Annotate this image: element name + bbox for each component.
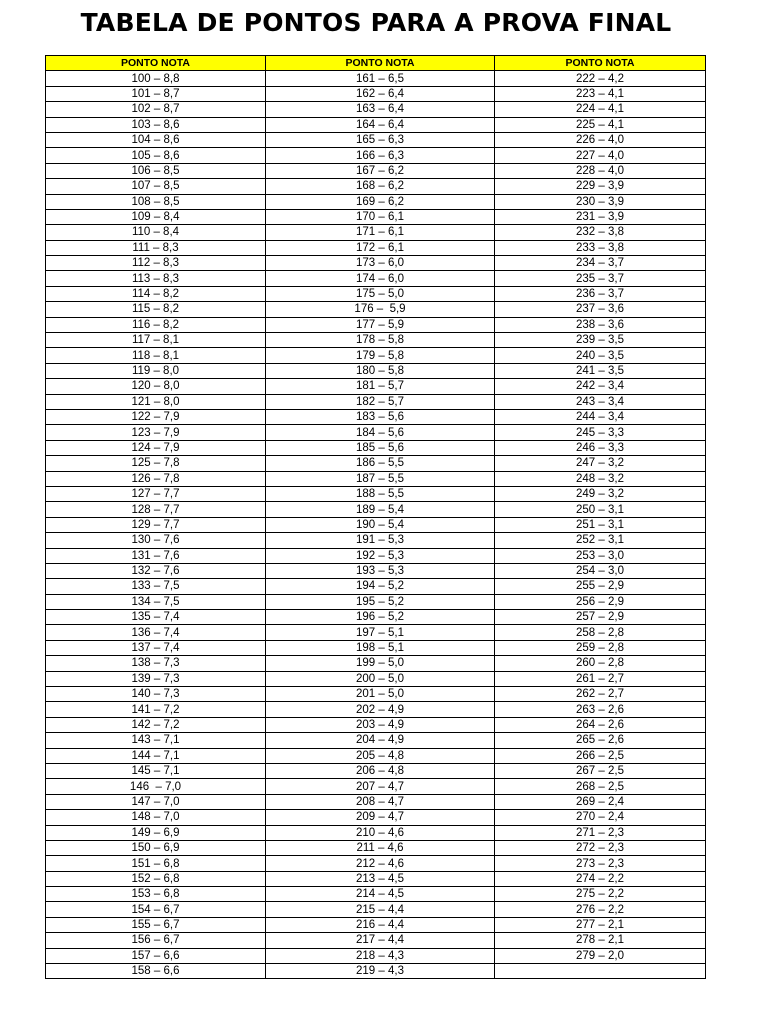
table-cell: 175 – 5,0 [266, 286, 495, 301]
table-row [46, 748, 706, 763]
table-cell: 253 – 3,0 [495, 548, 706, 563]
table-cell: 167 – 6,2 [266, 163, 495, 178]
table-cell: 179 – 5,8 [266, 348, 495, 363]
table-cell: 211 – 4,6 [266, 840, 495, 855]
table-cell: 210 – 4,6 [266, 825, 495, 840]
table-cell: 233 – 3,8 [495, 240, 706, 255]
table-body [46, 71, 706, 979]
table-cell: 126 – 7,8 [46, 471, 266, 486]
table-cell: 238 – 3,6 [495, 317, 706, 332]
table-cell: 115 – 8,2 [46, 302, 266, 317]
table-cell: 273 – 2,3 [495, 856, 706, 871]
table-cell: 241 – 3,5 [495, 363, 706, 378]
table-cell: 173 – 6,0 [266, 256, 495, 271]
table-cell: 257 – 2,9 [495, 610, 706, 625]
table-row [46, 887, 706, 902]
table-row [46, 225, 706, 240]
table-cell: 225 – 4,1 [495, 117, 706, 132]
table-cell: 205 – 4,8 [266, 748, 495, 763]
table-cell: 163 – 6,4 [266, 102, 495, 117]
table-cell: 215 – 4,4 [266, 902, 495, 917]
table-cell: 130 – 7,6 [46, 533, 266, 548]
table-row [46, 486, 706, 501]
table-cell: 131 – 7,6 [46, 548, 266, 563]
table-cell: 244 – 3,4 [495, 409, 706, 424]
table-row [46, 425, 706, 440]
table-row [46, 286, 706, 301]
table-cell: 116 – 8,2 [46, 317, 266, 332]
table-row [46, 533, 706, 548]
table-cell: 164 – 6,4 [266, 117, 495, 132]
table-cell: 192 – 5,3 [266, 548, 495, 563]
table-cell: 223 – 4,1 [495, 86, 706, 101]
table-cell: 264 – 2,6 [495, 717, 706, 732]
table-cell: 142 – 7,2 [46, 717, 266, 732]
table-row [46, 733, 706, 748]
table-cell: 181 – 5,7 [266, 379, 495, 394]
table-cell: 193 – 5,3 [266, 563, 495, 578]
table-row [46, 948, 706, 963]
table-cell: 201 – 5,0 [266, 687, 495, 702]
table-cell: 102 – 8,7 [46, 102, 266, 117]
table-cell: 203 – 4,9 [266, 717, 495, 732]
table-row [46, 856, 706, 871]
table-cell: 127 – 7,7 [46, 486, 266, 501]
table-row [46, 671, 706, 686]
table-cell: 185 – 5,6 [266, 440, 495, 455]
table-cell: 198 – 5,1 [266, 640, 495, 655]
table-cell: 245 – 3,3 [495, 425, 706, 440]
table-cell: 183 – 5,6 [266, 409, 495, 424]
table-row [46, 687, 706, 702]
table-cell: 216 – 4,4 [266, 917, 495, 932]
table-cell: 213 – 4,5 [266, 871, 495, 886]
table-row [46, 302, 706, 317]
table-row [46, 594, 706, 609]
table-row [46, 148, 706, 163]
table-cell: 271 – 2,3 [495, 825, 706, 840]
table-cell: 269 – 2,4 [495, 794, 706, 809]
table-cell: 168 – 6,2 [266, 179, 495, 194]
table-cell: 149 – 6,9 [46, 825, 266, 840]
table-cell: 143 – 7,1 [46, 733, 266, 748]
table-cell: 114 – 8,2 [46, 286, 266, 301]
table-cell: 242 – 3,4 [495, 379, 706, 394]
table-cell: 239 – 3,5 [495, 333, 706, 348]
table-row [46, 471, 706, 486]
table-cell: 136 – 7,4 [46, 625, 266, 640]
table-cell: 276 – 2,2 [495, 902, 706, 917]
table-cell: 112 – 8,3 [46, 256, 266, 271]
table-cell: 171 – 6,1 [266, 225, 495, 240]
table-cell: 230 – 3,9 [495, 194, 706, 209]
table-cell: 156 – 6,7 [46, 933, 266, 948]
table-cell: 140 – 7,3 [46, 687, 266, 702]
table-row [46, 440, 706, 455]
table-cell: 107 – 8,5 [46, 179, 266, 194]
table-row [46, 363, 706, 378]
table-cell: 270 – 2,4 [495, 810, 706, 825]
table-cell: 120 – 8,0 [46, 379, 266, 394]
points-grade-table [45, 55, 706, 979]
table-cell: 254 – 3,0 [495, 563, 706, 578]
table-cell: 212 – 4,6 [266, 856, 495, 871]
table-row [46, 456, 706, 471]
table-row [46, 548, 706, 563]
table-cell: 162 – 6,4 [266, 86, 495, 101]
table-cell: 176 – 5,9 [266, 302, 495, 317]
table-cell: 177 – 5,9 [266, 317, 495, 332]
table-cell: 145 – 7,1 [46, 763, 266, 778]
table-cell: 204 – 4,9 [266, 733, 495, 748]
table-cell: 214 – 4,5 [266, 887, 495, 902]
table-cell: 128 – 7,7 [46, 502, 266, 517]
table-cell: 158 – 6,6 [46, 964, 266, 979]
table-cell: 123 – 7,9 [46, 425, 266, 440]
table-cell: 135 – 7,4 [46, 610, 266, 625]
table-row [46, 917, 706, 932]
table-cell: 265 – 2,6 [495, 733, 706, 748]
table-cell: 180 – 5,8 [266, 363, 495, 378]
page-title: TABELA DE PONTOS PARA A PROVA FINAL [80, 8, 672, 37]
table-cell: 178 – 5,8 [266, 333, 495, 348]
table-cell: 174 – 6,0 [266, 271, 495, 286]
table-cell: 277 – 2,1 [495, 917, 706, 932]
table-row [46, 933, 706, 948]
table-cell: 129 – 7,7 [46, 517, 266, 532]
table-row [46, 271, 706, 286]
table-cell: 246 – 3,3 [495, 440, 706, 455]
table-cell: 182 – 5,7 [266, 394, 495, 409]
table-cell: 148 – 7,0 [46, 810, 266, 825]
table-cell: 108 – 8,5 [46, 194, 266, 209]
table-cell: 172 – 6,1 [266, 240, 495, 255]
column-header: PONTO NOTA [266, 56, 495, 71]
column-header: PONTO NOTA [46, 56, 266, 71]
table-cell: 252 – 3,1 [495, 533, 706, 548]
table-cell: 117 – 8,1 [46, 333, 266, 348]
table-row [46, 71, 706, 86]
table-cell: 261 – 2,7 [495, 671, 706, 686]
table-cell: 121 – 8,0 [46, 394, 266, 409]
table-cell: 100 – 8,8 [46, 71, 266, 86]
table-cell: 155 – 6,7 [46, 917, 266, 932]
table-cell: 274 – 2,2 [495, 871, 706, 886]
table-cell: 106 – 8,5 [46, 163, 266, 178]
table-cell: 138 – 7,3 [46, 656, 266, 671]
table-cell: 190 – 5,4 [266, 517, 495, 532]
table-row [46, 825, 706, 840]
table-row [46, 702, 706, 717]
table-cell: 272 – 2,3 [495, 840, 706, 855]
table-cell: 236 – 3,7 [495, 286, 706, 301]
table-cell: 275 – 2,2 [495, 887, 706, 902]
table-row [46, 256, 706, 271]
table-row [46, 902, 706, 917]
table-row [46, 394, 706, 409]
table-cell: 231 – 3,9 [495, 209, 706, 224]
table-cell: 235 – 3,7 [495, 271, 706, 286]
table-cell: 199 – 5,0 [266, 656, 495, 671]
table-cell: 191 – 5,3 [266, 533, 495, 548]
table-cell: 279 – 2,0 [495, 948, 706, 963]
table-cell: 196 – 5,2 [266, 610, 495, 625]
table-cell: 152 – 6,8 [46, 871, 266, 886]
table-cell: 187 – 5,5 [266, 471, 495, 486]
table-row [46, 810, 706, 825]
table-cell: 134 – 7,5 [46, 594, 266, 609]
table-cell [495, 964, 706, 979]
table-cell: 197 – 5,1 [266, 625, 495, 640]
table-cell: 267 – 2,5 [495, 763, 706, 778]
table-cell: 137 – 7,4 [46, 640, 266, 655]
table-cell: 262 – 2,7 [495, 687, 706, 702]
column-header: PONTO NOTA [495, 56, 706, 71]
table-row [46, 163, 706, 178]
table-cell: 113 – 8,3 [46, 271, 266, 286]
table-cell: 209 – 4,7 [266, 810, 495, 825]
table-row [46, 409, 706, 424]
table-cell: 227 – 4,0 [495, 148, 706, 163]
table-row [46, 102, 706, 117]
table-cell: 208 – 4,7 [266, 794, 495, 809]
table-row [46, 317, 706, 332]
table-cell: 247 – 3,2 [495, 456, 706, 471]
table-row [46, 179, 706, 194]
table-cell: 147 – 7,0 [46, 794, 266, 809]
table-row [46, 209, 706, 224]
table-row [46, 717, 706, 732]
table-cell: 146 – 7,0 [46, 779, 266, 794]
table-cell: 263 – 2,6 [495, 702, 706, 717]
table-cell: 124 – 7,9 [46, 440, 266, 455]
table-cell: 268 – 2,5 [495, 779, 706, 794]
table-cell: 266 – 2,5 [495, 748, 706, 763]
table-row [46, 794, 706, 809]
table-header-row [46, 56, 706, 71]
table-cell: 226 – 4,0 [495, 132, 706, 147]
table-cell: 157 – 6,6 [46, 948, 266, 963]
table-cell: 188 – 5,5 [266, 486, 495, 501]
table-cell: 144 – 7,1 [46, 748, 266, 763]
table-row [46, 871, 706, 886]
table-cell: 256 – 2,9 [495, 594, 706, 609]
table-row [46, 240, 706, 255]
table-cell: 259 – 2,8 [495, 640, 706, 655]
table-row [46, 194, 706, 209]
table-cell: 110 – 8,4 [46, 225, 266, 240]
table-cell: 217 – 4,4 [266, 933, 495, 948]
table-cell: 161 – 6,5 [266, 71, 495, 86]
table-row [46, 333, 706, 348]
table-cell: 224 – 4,1 [495, 102, 706, 117]
table-cell: 237 – 3,6 [495, 302, 706, 317]
table-row [46, 563, 706, 578]
table-cell: 139 – 7,3 [46, 671, 266, 686]
table-row [46, 117, 706, 132]
table-cell: 141 – 7,2 [46, 702, 266, 717]
table-cell: 194 – 5,2 [266, 579, 495, 594]
table-cell: 153 – 6,8 [46, 887, 266, 902]
table-cell: 109 – 8,4 [46, 209, 266, 224]
table-cell: 260 – 2,8 [495, 656, 706, 671]
table-row [46, 348, 706, 363]
table-cell: 101 – 8,7 [46, 86, 266, 101]
table-cell: 169 – 6,2 [266, 194, 495, 209]
table-cell: 218 – 4,3 [266, 948, 495, 963]
table-cell: 200 – 5,0 [266, 671, 495, 686]
table-row [46, 86, 706, 101]
table-cell: 184 – 5,6 [266, 425, 495, 440]
table-cell: 103 – 8,6 [46, 117, 266, 132]
table-cell: 228 – 4,0 [495, 163, 706, 178]
table-row [46, 610, 706, 625]
table-cell: 278 – 2,1 [495, 933, 706, 948]
table-cell: 232 – 3,8 [495, 225, 706, 240]
table-cell: 151 – 6,8 [46, 856, 266, 871]
table-cell: 250 – 3,1 [495, 502, 706, 517]
table-cell: 105 – 8,6 [46, 148, 266, 163]
table-cell: 219 – 4,3 [266, 964, 495, 979]
table-cell: 125 – 7,8 [46, 456, 266, 471]
table-cell: 255 – 2,9 [495, 579, 706, 594]
table-cell: 249 – 3,2 [495, 486, 706, 501]
table-row [46, 964, 706, 979]
table-cell: 133 – 7,5 [46, 579, 266, 594]
table-cell: 150 – 6,9 [46, 840, 266, 855]
table-cell: 240 – 3,5 [495, 348, 706, 363]
table-row [46, 640, 706, 655]
table-row [46, 579, 706, 594]
table-cell: 166 – 6,3 [266, 148, 495, 163]
table-cell: 132 – 7,6 [46, 563, 266, 578]
table-cell: 165 – 6,3 [266, 132, 495, 147]
table-row [46, 625, 706, 640]
table-row [46, 840, 706, 855]
table-cell: 195 – 5,2 [266, 594, 495, 609]
table-cell: 207 – 4,7 [266, 779, 495, 794]
table-row [46, 779, 706, 794]
table-row [46, 656, 706, 671]
table-cell: 111 – 8,3 [46, 240, 266, 255]
table-cell: 222 – 4,2 [495, 71, 706, 86]
table-row [46, 517, 706, 532]
table-cell: 234 – 3,7 [495, 256, 706, 271]
table-cell: 229 – 3,9 [495, 179, 706, 194]
table-row [46, 763, 706, 778]
table-cell: 248 – 3,2 [495, 471, 706, 486]
table-cell: 170 – 6,1 [266, 209, 495, 224]
table-cell: 258 – 2,8 [495, 625, 706, 640]
table-cell: 189 – 5,4 [266, 502, 495, 517]
table-cell: 202 – 4,9 [266, 702, 495, 717]
table-cell: 122 – 7,9 [46, 409, 266, 424]
table-cell: 119 – 8,0 [46, 363, 266, 378]
table-cell: 186 – 5,5 [266, 456, 495, 471]
table-row [46, 379, 706, 394]
table-cell: 104 – 8,6 [46, 132, 266, 147]
table-cell: 206 – 4,8 [266, 763, 495, 778]
table-cell: 154 – 6,7 [46, 902, 266, 917]
table-cell: 118 – 8,1 [46, 348, 266, 363]
table-row [46, 502, 706, 517]
table-cell: 243 – 3,4 [495, 394, 706, 409]
table-cell: 251 – 3,1 [495, 517, 706, 532]
table-row [46, 132, 706, 147]
